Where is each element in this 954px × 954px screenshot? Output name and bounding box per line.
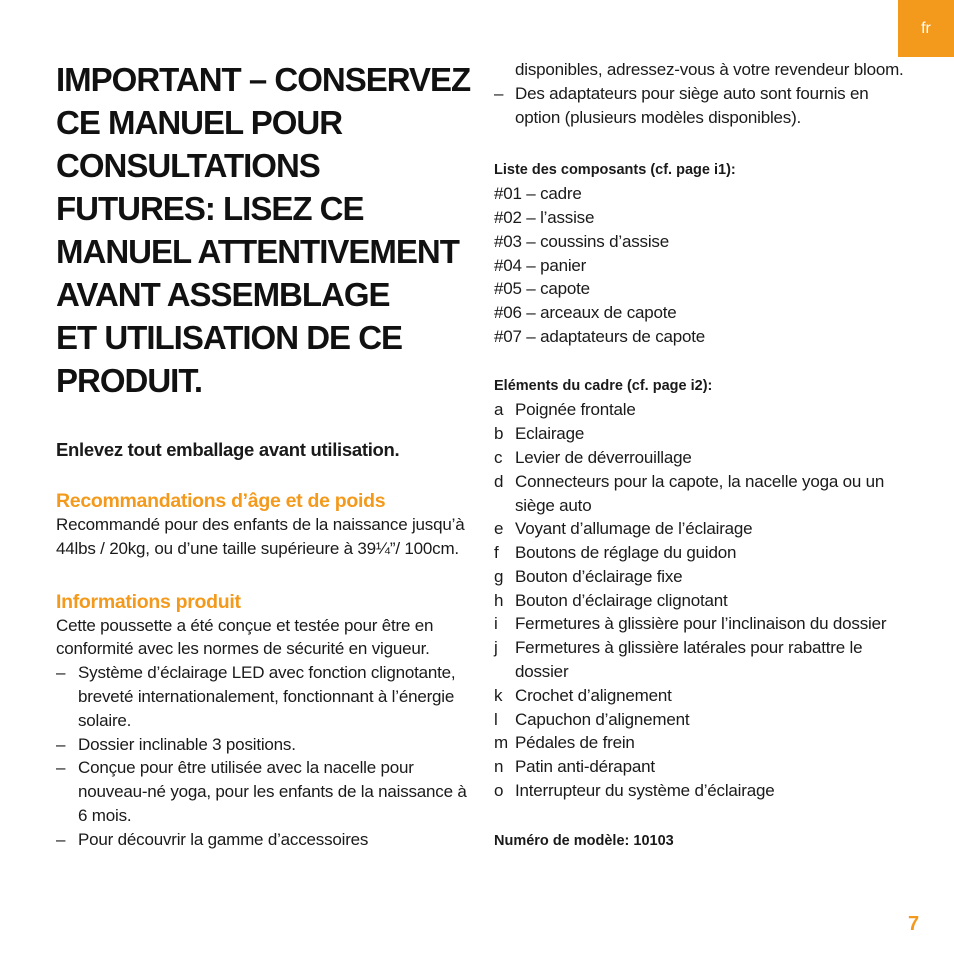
item-letter: d xyxy=(494,471,504,491)
item-letter: n xyxy=(494,757,504,777)
frame-item xyxy=(494,470,904,518)
title-line: CE MANUEL POUR xyxy=(56,104,343,141)
list-item xyxy=(56,828,476,852)
item-letter: j xyxy=(494,638,498,658)
component-item: #03 – coussins d’assise xyxy=(494,231,669,251)
model-number: Numéro de modèle: 10103 xyxy=(494,832,674,849)
list-item-text: Dossier inclinable 3 positions. xyxy=(78,734,296,754)
title-line: IMPORTANT – CONSERVEZ xyxy=(56,61,471,98)
components-heading: Liste des composants (cf. page i1): xyxy=(494,162,736,179)
dash-bullet: – xyxy=(494,83,504,103)
item-letter: c xyxy=(494,447,503,467)
frame-item xyxy=(494,684,904,708)
item-text: Eclairage xyxy=(515,424,585,444)
item-text: Boutons de réglage du guidon xyxy=(515,543,737,563)
item-letter: a xyxy=(494,400,504,420)
frame-item xyxy=(494,398,904,422)
frame-item xyxy=(494,541,904,565)
list-item xyxy=(56,733,476,757)
product-info-section xyxy=(56,591,476,852)
item-text: Poignée frontale xyxy=(515,400,636,420)
frame-item xyxy=(494,612,904,636)
page-title xyxy=(56,58,476,402)
component-item: #02 – l’assise xyxy=(494,208,595,228)
title-line: FUTURES: LISEZ CE xyxy=(56,190,364,227)
item-letter: g xyxy=(494,566,504,586)
age-weight-section xyxy=(56,490,476,561)
product-info-list-continued xyxy=(494,82,904,130)
component-item: #05 – capote xyxy=(494,279,590,299)
dash-bullet: – xyxy=(56,758,66,778)
list-item-text: Système d’éclairage LED avec fonction clignotante, breveté internationalement, fonctionnant à l’énergie solaire. xyxy=(78,663,456,730)
frame-item xyxy=(494,755,904,779)
title-line: CONSULTATIONS xyxy=(56,147,320,184)
product-info-heading: Informations produit xyxy=(56,590,241,613)
list-item-text: Conçue pour être utilisée avec la nacelle pour nouveau-né yoga, pour les enfants de la naissance à 6 mois. xyxy=(78,758,467,825)
item-text: Levier de déverrouillage xyxy=(515,447,692,467)
item-letter: i xyxy=(494,614,498,634)
item-text: Capuchon d’alignement xyxy=(515,709,690,729)
dash-bullet: – xyxy=(56,829,66,849)
item-text: Voyant d’allumage de l’éclairage xyxy=(515,519,753,539)
product-info-list xyxy=(56,661,476,851)
list-item xyxy=(494,82,904,130)
component-item: #01 – cadre xyxy=(494,184,582,204)
item-text: Fermetures à glissière pour l’inclinaison du dossier xyxy=(515,614,887,634)
age-weight-text: Recommandé pour des enfants de la naissance jusqu’à 44lbs / 20kg, ou d’une taille supérieure à 39¼”/ 100cm. xyxy=(56,515,465,558)
item-text: Patin anti-dérapant xyxy=(515,757,655,777)
packaging-notice: Enlevez tout emballage avant utilisation. xyxy=(56,439,400,460)
item-text: Bouton d’éclairage clignotant xyxy=(515,590,728,610)
title-line: MANUEL ATTENTIVEMENT xyxy=(56,233,459,270)
language-tab: fr xyxy=(898,0,954,57)
item-letter: h xyxy=(494,590,504,610)
frame-elements-section xyxy=(494,374,904,803)
list-item-text: Des adaptateurs pour siège auto sont fournis en option (plusieurs modèles disponibles). xyxy=(515,83,869,127)
item-letter: b xyxy=(494,424,504,444)
age-weight-heading: Recommandations d’âge et de poids xyxy=(56,490,386,512)
item-letter: o xyxy=(494,781,504,801)
components-list xyxy=(494,182,904,348)
component-item: #04 – panier xyxy=(494,255,587,275)
item-text: Connecteurs pour la capote, la nacelle yoga ou un siège auto xyxy=(515,471,885,515)
components-section xyxy=(494,158,904,348)
title-line: PRODUIT. xyxy=(56,362,203,399)
item-text: Fermetures à glissière latérales pour rabattre le dossier xyxy=(515,638,863,682)
item-letter: l xyxy=(494,709,498,729)
list-item xyxy=(56,756,476,827)
item-text: Pédales de frein xyxy=(515,733,635,753)
item-text: Crochet d’alignement xyxy=(515,685,672,705)
item-text: Interrupteur du système d’éclairage xyxy=(515,781,775,801)
left-column xyxy=(56,58,476,852)
title-line: ET UTILISATION DE CE xyxy=(56,319,403,356)
item-letter: k xyxy=(494,685,503,705)
frame-item xyxy=(494,589,904,613)
item-text: Bouton d’éclairage fixe xyxy=(515,566,683,586)
frame-item xyxy=(494,422,904,446)
item-letter: e xyxy=(494,519,504,539)
item-letter: f xyxy=(494,543,499,563)
frame-elements-heading: Eléments du cadre (cf. page i2): xyxy=(494,378,713,395)
frame-item xyxy=(494,779,904,803)
dash-bullet: – xyxy=(56,663,66,683)
frame-item xyxy=(494,731,904,755)
list-item xyxy=(56,661,476,732)
list-item-continuation: disponibles, adressez-vous à votre revendeur bloom. xyxy=(515,60,904,79)
frame-item xyxy=(494,446,904,470)
component-item: #06 – arceaux de capote xyxy=(494,302,677,322)
frame-item xyxy=(494,636,904,684)
frame-item xyxy=(494,565,904,589)
right-column xyxy=(494,58,904,853)
component-item: #07 – adaptateurs de capote xyxy=(494,326,706,346)
product-info-text: Cette poussette a été conçue et testée pour être en conformité avec les normes de sécurité en vigueur. xyxy=(56,615,434,659)
list-item-text: Pour découvrir la gamme d’accessoires xyxy=(78,829,369,849)
title-line: AVANT ASSEMBLAGE xyxy=(56,276,390,313)
frame-item xyxy=(494,708,904,732)
frame-elements-list xyxy=(494,398,904,803)
item-letter: m xyxy=(494,733,508,753)
page-number: 7 xyxy=(908,913,920,935)
frame-item xyxy=(494,517,904,541)
dash-bullet: – xyxy=(56,734,66,754)
